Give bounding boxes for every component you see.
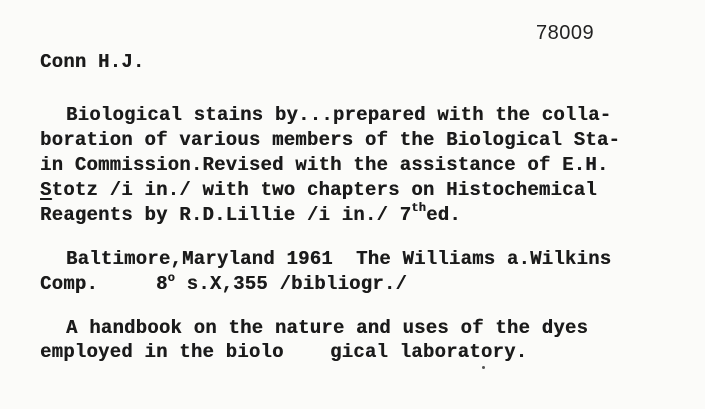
- author-heading: Conn H.J.: [40, 51, 145, 73]
- edition-suffix: ed.: [426, 204, 461, 226]
- imprint-line-2: [40, 272, 407, 296]
- imprint-line-2-text: Comp. 8: [40, 273, 168, 295]
- ink-speck: [482, 366, 485, 369]
- accession-number: 78009: [536, 22, 595, 44]
- title-line-5-text: Reagents by R.D.Lillie /i in./ 7: [40, 204, 412, 226]
- underlined-letter: S: [40, 179, 52, 201]
- title-line-1: Biological stains by...prepared with the colla-: [66, 104, 612, 126]
- format-superscript: o: [167, 271, 176, 285]
- title-line-5: [40, 203, 461, 227]
- note-line-2: employed in the biolo gical laboratory.: [40, 341, 528, 363]
- title-line-2: boration of various members of the Biological Sta-: [40, 129, 621, 151]
- imprint-line-1: Baltimore,Maryland 1961 The Williams a.Wilkins: [66, 248, 612, 270]
- collation-text: s.X,355 /bibliogr./: [175, 273, 408, 295]
- title-line-4: [40, 178, 597, 202]
- title-line-3: in Commission.Revised with the assistance of E.H.: [40, 154, 609, 176]
- edition-superscript: th: [411, 201, 427, 215]
- title-line-4-text: totz /i in./ with two chapters on Histochemical: [51, 179, 597, 201]
- note-line-1: A handbook on the nature and uses of the dyes: [66, 317, 589, 339]
